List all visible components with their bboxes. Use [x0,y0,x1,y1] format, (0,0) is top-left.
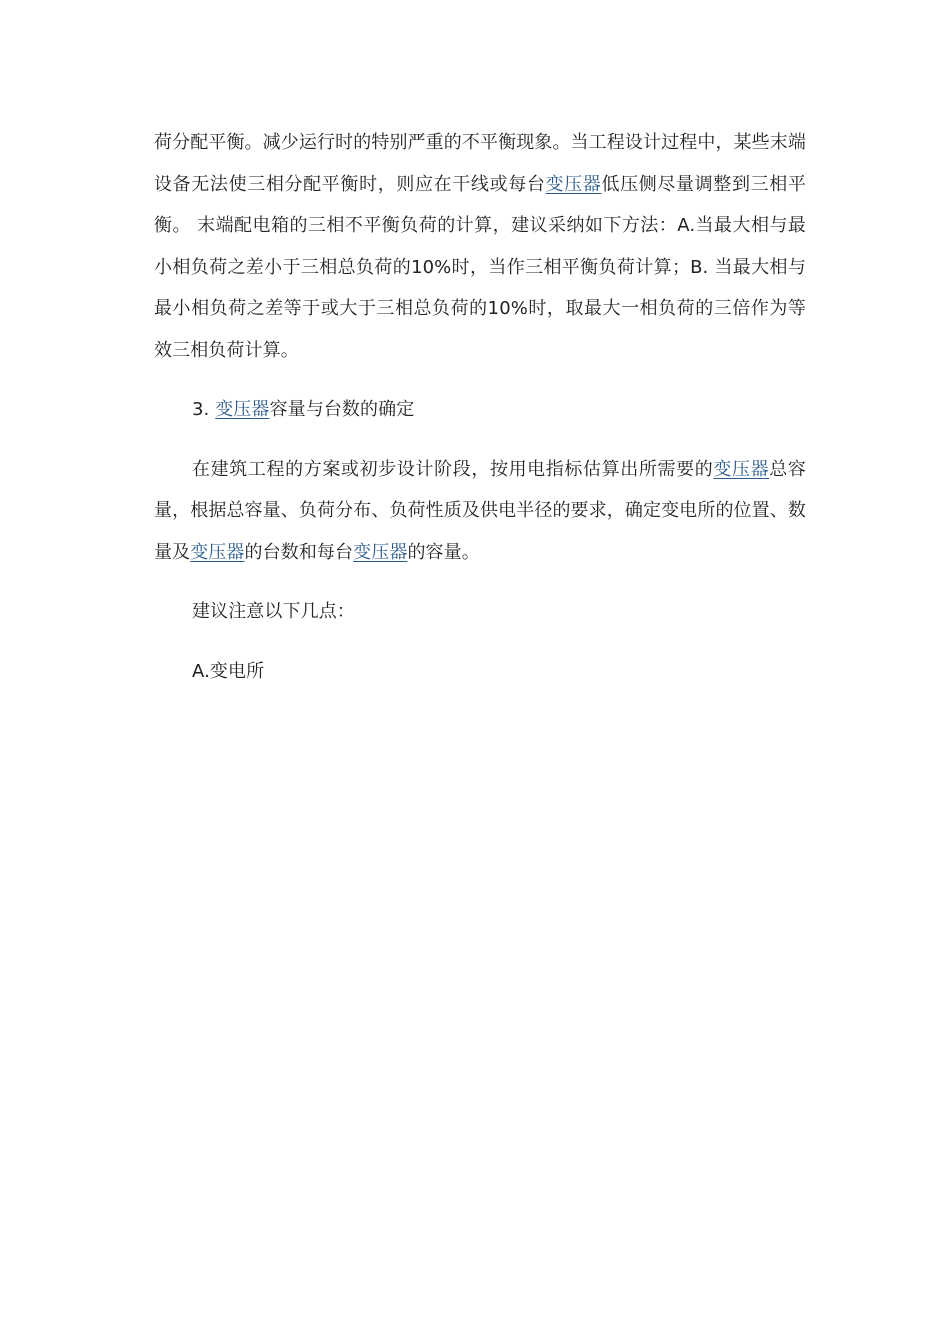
text-segment: 建议注意以下几点： [192,601,355,622]
transformer-link[interactable]: 变压器 [713,458,770,480]
paragraph-notes-intro [154,591,806,633]
transformer-link[interactable]: 变压器 [353,541,408,563]
text-segment: 在建筑工程的方案或初步设计阶段，按用电指标估算出所需要的 [192,458,714,480]
paragraph-substation-item [154,651,806,693]
text-segment: 总容量，根据总容量、负荷分布、负荷性质及供电半径的要求，确定变电所的位置、数量及 [154,458,807,563]
transformer-link[interactable]: 变压器 [190,541,245,563]
text-segment: 的容量。 [407,541,480,563]
text-segment: 3. [192,399,216,420]
transformer-link[interactable]: 变压器 [215,399,270,420]
paragraph-capacity-estimation [154,449,806,574]
transformer-link[interactable]: 变压器 [545,173,602,195]
text-segment: 的台数和每台 [244,541,354,563]
text-segment: 容量与台数的确定 [269,399,415,420]
document-page [154,122,806,710]
text-segment: 荷分配平衡。减少运行时的特别严重的不平衡现象。当工程设计过程中，某些末端设备无法使三相分配平衡时，则应在干线或每台 [154,132,806,195]
text-segment: A.变电所 [192,660,265,682]
text-segment: 低压侧尽量调整到三相平衡。 末端配电箱的三相不平衡负荷的计算，建议采纳如下方法：A.当最大相与最小相负荷之差小于三相总负荷的10%时，当作三相平衡负荷计算；B. 当最大相与最小相负荷之差等于或大于三相总负荷的10%时，取最大一相负荷的三倍作为等效三相负荷计算。 [154,173,806,361]
paragraph-load-balance [154,122,806,371]
section-heading-transformer-capacity [154,389,806,431]
